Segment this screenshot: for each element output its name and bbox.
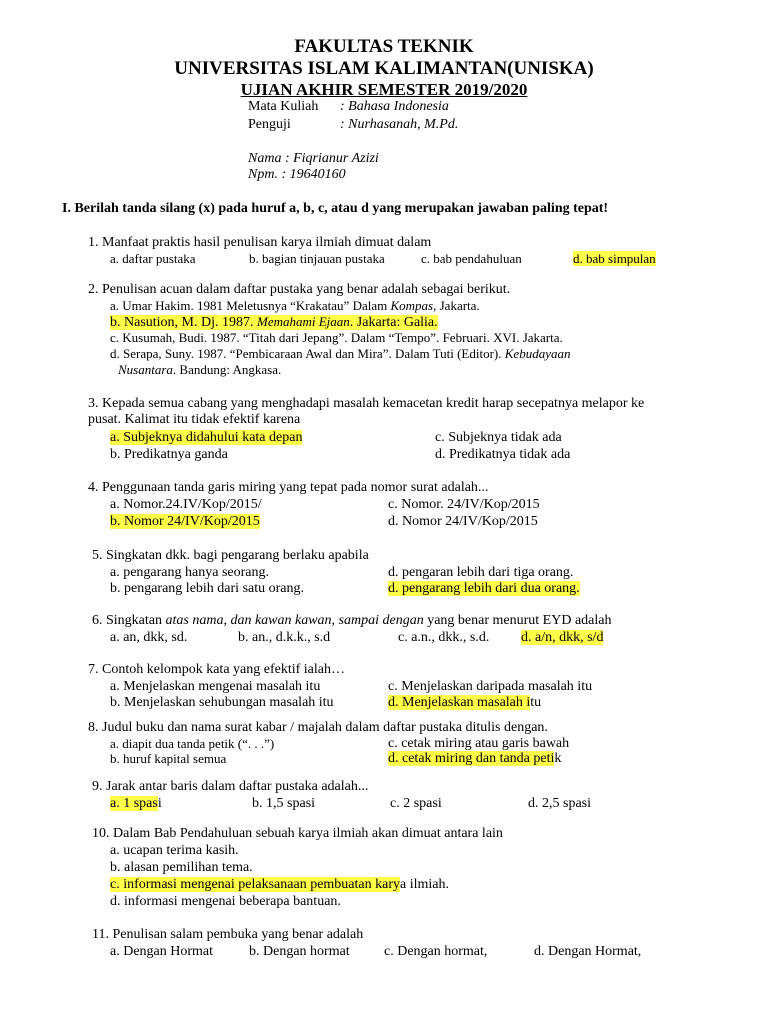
q10-stem: 10. Dalam Bab Pendahuluan sebuah karya ilmiah akan dimuat antara lain: [92, 826, 503, 841]
q10-option-d: d. informasi mengenai beberapa bantuan.: [110, 894, 341, 909]
q6-stem: 6. Singkatan atas nama, dan kawan kawan, sampai dengan yang benar menurut EYD adalah: [92, 613, 612, 628]
q11-option-d: d. Dengan Hormat,: [534, 944, 642, 959]
q8-stem: 8. Judul buku dan nama surat kabar / majalah dalam daftar pustaka ditulis dengan.: [88, 720, 548, 735]
q1-option-d: d. bab simpulan: [573, 251, 656, 266]
q9-stem: 9. Jarak antar baris dalam daftar pustaka adalah...: [92, 779, 369, 794]
q10-option-c: c. informasi mengenai pelaksanaan pembuatan karya ilmiah.: [110, 877, 449, 892]
q7-option-a: a. Menjelaskan mengenai masalah itu: [110, 679, 321, 694]
q4-option-c: c. Nomor. 24/IV/Kop/2015: [388, 497, 540, 512]
q3-option-b: b. Predikatnya ganda: [110, 447, 228, 462]
q11-option-c: c. Dengan hormat,: [384, 944, 488, 959]
q3-option-a: a. Subjeknya didahului kata depan: [110, 430, 303, 445]
q1-option-c: c. bab pendahuluan: [421, 251, 522, 266]
q5-option-b: b. pengarang lebih dari satu orang.: [110, 581, 304, 596]
q7-option-d: d. Menjelaskan masalah itu: [388, 695, 542, 710]
q11-option-a: a. Dengan Hormat: [110, 944, 214, 959]
university-title: UNIVERSITAS ISLAM KALIMANTAN(UNISKA): [174, 58, 594, 79]
q2-option-b: b. Nasution, M. Dj. 1987. Memahami Ejaan. Jakarta: Galia.: [110, 314, 438, 330]
course-label: Mata Kuliah: [248, 99, 319, 114]
q5-option-c: d. pengaran lebih dari tiga orang.: [388, 565, 574, 580]
q3-stem-cont: pusat. Kalimat itu tidak efektif karena: [88, 412, 301, 427]
q2-option-c: c. Kusumah, Budi. 1987. “Titah dari Jepang”. Dalam “Tempo”. Februari. XVI. Jakarta.: [110, 330, 563, 345]
q8-option-a: a. diapit dua tanda petik (“. . .”): [110, 736, 275, 751]
q1-option-b: b. bagian tinjauan pustaka: [249, 251, 385, 266]
q5-option-a: a. pengarang hanya seorang.: [110, 565, 269, 580]
q3-stem: 3. Kepada semua cabang yang menghadapi masalah kemacetan kredit harap secepatnya melapor ke: [88, 396, 645, 411]
q9-option-a: a. 1 spasi: [110, 796, 162, 811]
q9-option-d: d. 2,5 spasi: [528, 796, 591, 811]
instruction: I. Berilah tanda silang (x) pada huruf a, b, c, atau d yang merupakan jawaban paling tepat!: [62, 201, 609, 216]
q3-option-d: d. Predikatnya tidak ada: [435, 447, 571, 462]
q4-option-d: d. Nomor 24/IV/Kop/2015: [388, 514, 538, 529]
q6-option-a: a. an, dkk, sd.: [110, 630, 188, 645]
q1-stem: 1. Manfaat praktis hasil penulisan karya ilmiah dimuat dalam: [88, 235, 432, 250]
q1-option-a: a. daftar pustaka: [110, 251, 196, 266]
q2-option-a: a. Umar Hakim. 1981 Meletusnya “Krakatau” Dalam Kompas, Jakarta.: [110, 298, 480, 313]
q11-option-b: b. Dengan hormat: [249, 944, 350, 959]
q7-option-c: c. Menjelaskan daripada masalah itu: [388, 679, 593, 694]
q2-option-d: d. Serapa, Suny. 1987. “Pembicaraan Awal dan Mira”. Dalam Tuti (Editor). Kebudayaan: [110, 346, 571, 361]
student-npm: Npm. : 19640160: [248, 167, 346, 182]
q8-option-d: d. cetak miring dan tanda petik: [388, 751, 562, 766]
course-value: : Bahasa Indonesia: [340, 99, 449, 114]
q5-option-d: d. pengarang lebih dari dua orang.: [388, 581, 580, 596]
q9-option-c: c. 2 spasi: [390, 796, 442, 811]
q8-option-c: c. cetak miring atau garis bawah: [388, 736, 570, 751]
q2-stem: 2. Penulisan acuan dalam daftar pustaka yang benar adalah sebagai berikut.: [88, 282, 511, 297]
q3-option-c: c. Subjeknya tidak ada: [435, 430, 562, 445]
faculty-title: FAKULTAS TEKNIK: [294, 36, 474, 57]
q4-option-b: b. Nomor 24/IV/Kop/2015: [110, 514, 260, 529]
q7-option-b: b. Menjelaskan sehubungan masalah itu: [110, 695, 334, 710]
q11-stem: 11. Penulisan salam pembuka yang benar adalah: [92, 927, 364, 942]
q4-stem: 4. Penggunaan tanda garis miring yang tepat pada nomor surat adalah...: [88, 480, 489, 495]
examiner-label: Penguji: [248, 117, 291, 132]
q6-option-d: d. a/n, dkk, s/d: [521, 630, 604, 645]
q4-option-a: a. Nomor.24.IV/Kop/2015/: [110, 497, 262, 512]
q2-option-d-cont: Nusantara. Bandung: Angkasa.: [118, 362, 282, 377]
q6-option-c: c. a.n., dkk., s.d.: [398, 630, 490, 645]
q5-stem: 5. Singkatan dkk. bagi pengarang berlaku apabila: [92, 548, 369, 563]
student-name: Nama : Fiqrianur Azizi: [248, 151, 379, 166]
exam-title: UJIAN AKHIR SEMESTER 2019/2020: [240, 80, 528, 99]
q7-stem: 7. Contoh kelompok kata yang efektif ialah…: [88, 662, 345, 677]
q9-option-b: b. 1,5 spasi: [252, 796, 315, 811]
examiner-value: : Nurhasanah, M.Pd.: [340, 117, 459, 132]
q10-option-b: b. alasan pemilihan tema.: [110, 860, 253, 875]
q8-option-b: b. huruf kapital semua: [110, 751, 227, 766]
q6-option-b: b. an., d.k.k., s.d: [238, 630, 331, 645]
q10-option-a: a. ucapan terima kasih.: [110, 843, 239, 858]
